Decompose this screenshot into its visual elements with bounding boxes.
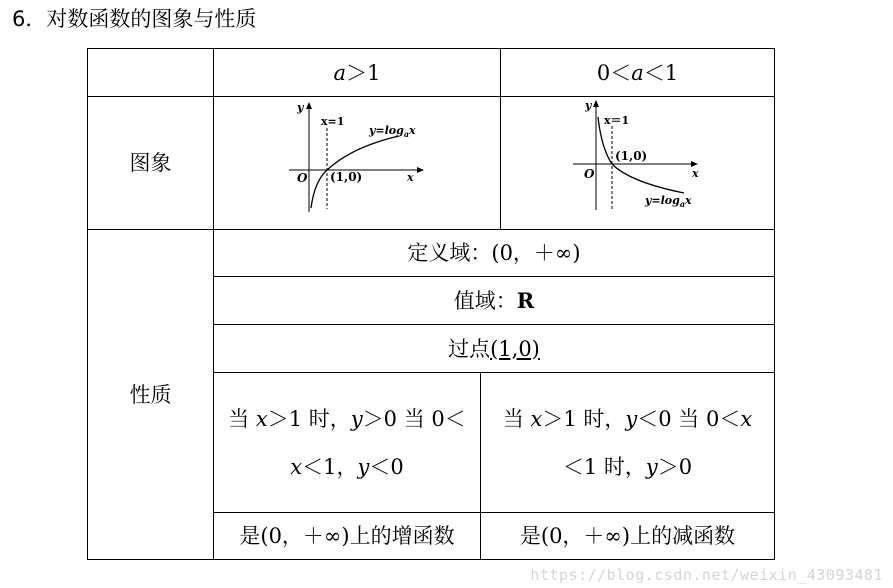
curve-label <box>644 194 692 209</box>
sign-text-part: ＜0 当 0＜ <box>637 406 741 431</box>
header-cond-text: ＞1 <box>346 60 381 85</box>
range-text <box>454 279 534 323</box>
sign-text-part: ＜0 <box>369 454 404 479</box>
sign-var-x: x <box>740 406 753 431</box>
monotonic-cell-increasing <box>213 512 481 560</box>
y-axis-label: y <box>297 101 304 114</box>
header-a-greater-1-text <box>334 51 381 95</box>
header-var-a: a <box>333 60 347 85</box>
graph-cell-decreasing <box>500 96 775 230</box>
x-axis-label: x <box>692 167 699 180</box>
range-label: 值域： <box>453 288 517 313</box>
sign-text-part: ＜1， <box>302 454 358 479</box>
graph-cell-increasing <box>213 96 501 230</box>
watermark: https://blog.csdn.net/weixin_43093481 <box>530 566 883 584</box>
x-axis-arrow <box>417 167 424 173</box>
curve-label-y: y=log <box>369 124 404 137</box>
header-cond-lead: 0＜ <box>596 60 632 85</box>
fixed-point-value: (1,0) <box>490 336 540 361</box>
sign-text-part: 当 <box>228 406 256 431</box>
sign-var-x: x <box>530 406 543 431</box>
y-axis-arrow <box>306 102 312 109</box>
line-x1-label: x＝1 <box>604 114 630 127</box>
header-blank-cell <box>87 48 214 97</box>
sign-text-part: ＞0 当 0＜ <box>362 406 466 431</box>
row-label-properties <box>87 229 214 560</box>
header-var-a: a <box>631 60 644 85</box>
monotonic-text-decreasing: 是(0，＋∞)上的减函数 <box>519 524 736 548</box>
y-axis-label: y <box>585 99 592 112</box>
y-axis-arrow <box>593 100 599 107</box>
sign-text-increasing <box>228 395 466 491</box>
point-1-0-label: (1,0) <box>330 170 363 184</box>
sign-text-decreasing <box>503 395 752 491</box>
sign-var-y: y <box>357 454 370 479</box>
row-label-graph-text: 图象 <box>129 151 172 175</box>
sign-text-part: ＜1 时， <box>562 454 646 479</box>
curve-label <box>368 124 416 139</box>
page-title: 6．对数函数的图象与性质 <box>12 7 257 31</box>
curve-label-y: y=log <box>645 194 680 207</box>
monotonic-text-increasing: 是(0，＋∞)上的增函数 <box>239 524 455 548</box>
domain-text: 定义域：(0，＋∞) <box>407 241 581 265</box>
row-label-graph <box>87 96 214 230</box>
header-cond-rest: ＜1 <box>643 60 679 85</box>
x-axis-label: x <box>407 171 414 184</box>
curve-label-base: a <box>679 199 686 209</box>
sign-var-x: x <box>290 454 303 479</box>
row-label-properties-text: 性质 <box>129 382 172 407</box>
sign-var-y: y <box>625 406 638 431</box>
graph-increasing-log <box>214 97 500 229</box>
fixed-point-cell <box>213 324 775 373</box>
sign-text-part: 当 <box>502 406 531 431</box>
domain-cell <box>213 229 775 277</box>
range-cell <box>213 276 775 325</box>
sign-cell-decreasing <box>480 372 775 513</box>
range-value: R <box>516 287 535 313</box>
line-x1-label: x=1 <box>321 115 345 128</box>
fixed-point-text <box>448 327 540 371</box>
sign-var-y: y <box>350 406 363 431</box>
sign-text-part: ＞0 <box>657 454 693 479</box>
header-a-between-text <box>597 51 678 95</box>
sign-cell-increasing <box>213 372 481 513</box>
sign-text-part: ＞1 时， <box>267 406 351 431</box>
monotonic-cell-decreasing <box>480 512 775 560</box>
sign-var-x: x <box>255 406 268 431</box>
curve-label-x: x <box>685 194 692 207</box>
curve-label-base: a <box>403 129 410 139</box>
graph-decreasing-log <box>501 97 774 229</box>
origin-label: O <box>584 167 595 181</box>
fixed-point-label: 过点 <box>448 336 491 361</box>
origin-label: O <box>297 171 308 185</box>
header-a-between-0-1 <box>500 48 775 97</box>
sign-var-y: y <box>645 454 658 479</box>
curve-label-x: x <box>409 124 416 137</box>
header-a-greater-1 <box>213 48 501 97</box>
point-1-0-label: (1,0) <box>615 149 648 163</box>
sign-text-part: ＞1 时， <box>542 406 626 431</box>
